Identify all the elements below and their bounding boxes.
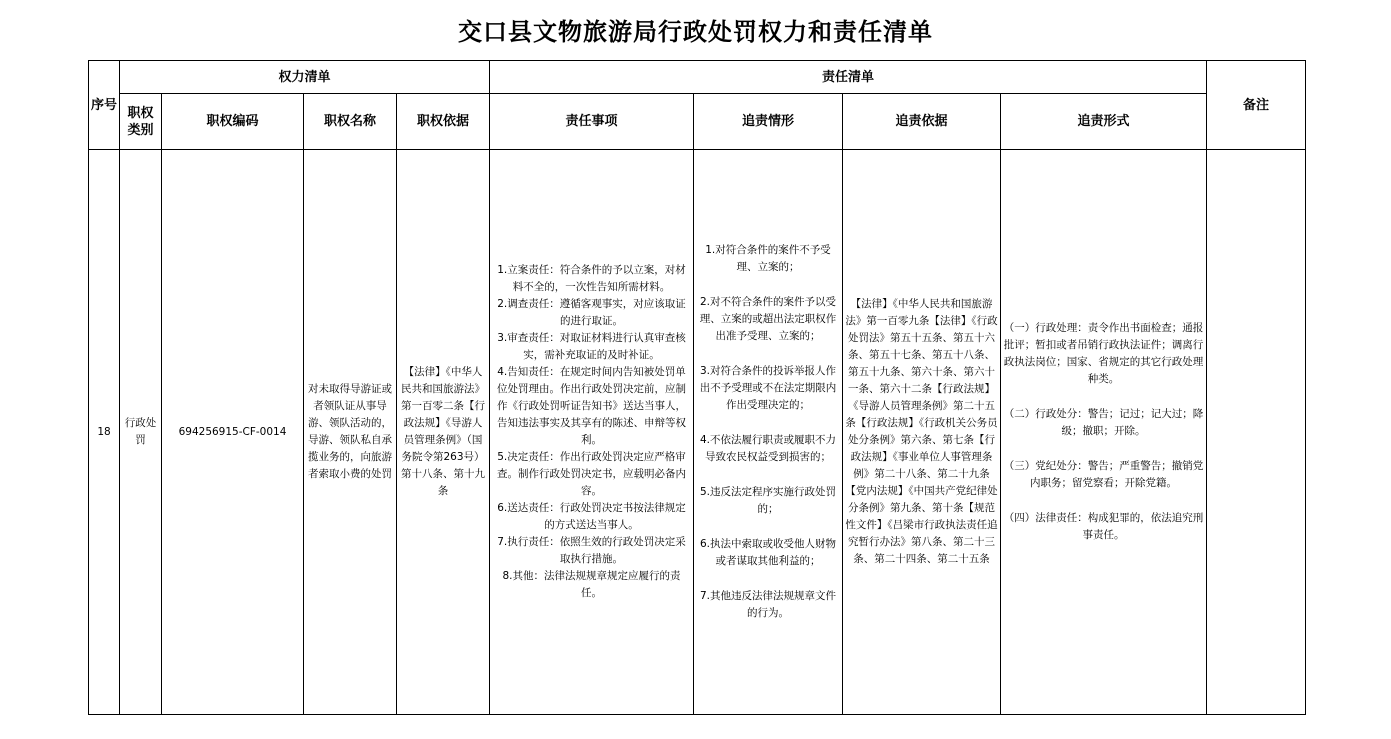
header-resp-items: 责任事项 (490, 94, 694, 150)
header-accountability-basis: 追责依据 (843, 94, 1001, 150)
accountability-case: 6.执法中索取或收受他人财物或者谋取其他利益的； (700, 538, 837, 567)
resp-item: 6.送达责任：行政处罚决定书按法律规定的方式送达当事人。 (497, 502, 686, 531)
accountability-case: 2.对不符合条件的案件予以受理、立案的或超出法定职权作出准予受理、立案的； (699, 296, 837, 342)
cell-power-code: 694256915-CF-0014 (162, 150, 304, 715)
accountability-case: 5.违反法定程序实施行政处罚的； (700, 486, 837, 515)
cell-accountability-cases (694, 150, 843, 715)
resp-item: 5.决定责任：作出行政处罚决定应严格审查。制作行政处罚决定书，应载明必备内容。 (497, 451, 687, 497)
resp-item: 4.告知责任：在规定时间内告知被处罚单位处罚理由。作出行政处罚决定前，应制作《行政处罚听证告知书》送达当事人，告知违法事实及其享有的陈述、申辩等权利。 (497, 366, 687, 446)
header-remarks: 备注 (1207, 61, 1306, 150)
cell-seq: 18 (89, 150, 120, 715)
cell-resp-items (490, 150, 694, 715)
cell-power-type: 行政处罚 (120, 150, 162, 715)
resp-item: 8.其他：法律法规规章规定应履行的责任。 (502, 570, 681, 599)
resp-item: 1.立案责任：符合条件的予以立案，对材料不全的，一次性告知所需材料。 (497, 264, 686, 293)
header-accountability-forms: 追责形式 (1001, 94, 1207, 150)
cell-accountability-basis: 【法律】《中华人民共和国旅游法》第一百零九条【法律】《行政处罚法》第五十五条、第五十六条、第五十七条、第五十八条、第五十九条、第六十条、第六十一条、第六十二条【行政法规】《导游人员管理条例》第二十五条【行政法规】《行政机关公务员处分条例》第六条、第七条【行政法规】《事业单位人事管理条例》第二十八条、第二十九条【党内法规】《中国共产党纪律处分条例》第九条、第十条【规范性文件】《吕梁市行政执法责任追究暂行办法》第八条、第二十三条、第二十四条、第二十五条 (843, 150, 1001, 715)
table-row (89, 150, 1306, 715)
header-power-code: 职权编码 (162, 94, 304, 150)
cell-accountability-forms (1001, 150, 1207, 715)
power-responsibility-table (88, 60, 1306, 715)
header-responsibility-list: 责任清单 (490, 61, 1207, 94)
accountability-form: （三）党纪处分：警告；严重警告；撤销党内职务；留党察看；开除党籍。 (1003, 460, 1204, 489)
cell-remarks (1207, 150, 1306, 715)
accountability-form: （一）行政处理：责令作出书面检查；通报批评；暂扣或者吊销行政执法证件；调离行政执法岗位；国家、省规定的其它行政处理种类。 (1003, 322, 1204, 385)
accountability-form: （二）行政处分：警告；记过；记大过；降级；撤职；开除。 (1003, 408, 1204, 437)
accountability-case: 1.对符合条件的案件不予受理、立案的； (705, 244, 831, 273)
resp-item: 7.执行责任：依照生效的行政处罚决定采取执行措施。 (497, 536, 686, 565)
header-power-list: 权力清单 (120, 61, 490, 94)
header-power-name: 职权名称 (304, 94, 397, 150)
header-row-group (89, 61, 1306, 94)
cell-power-name: 对未取得导游证或者领队证从事导游、领队活动的，导游、领队私自承揽业务的，向旅游者索取小费的处罚 (304, 150, 397, 715)
header-power-basis: 职权依据 (397, 94, 490, 150)
accountability-form: （四）法律责任：构成犯罪的，依法追究刑事责任。 (1003, 512, 1204, 541)
header-seq: 序号 (89, 61, 120, 150)
page-title: 交口县文物旅游局行政处罚权力和责任清单 (458, 17, 933, 46)
header-power-type: 职权类别 (120, 94, 162, 150)
header-accountability-cases: 追责情形 (694, 94, 843, 150)
accountability-case: 4.不依法履行职责或履职不力导致农民权益受到损害的； (700, 434, 837, 463)
accountability-case: 3.对符合条件的投诉举报人作出不予受理或不在法定期限内作出受理决定的； (699, 365, 837, 411)
resp-item: 2.调查责任：遵循客观事实，对应该取证的进行取证。 (497, 298, 686, 327)
resp-item: 3.审查责任：对取证材料进行认真审查核实，需补充取证的及时补证。 (497, 332, 686, 361)
header-row-columns (89, 94, 1306, 150)
accountability-case: 7.其他违反法律法规规章文件的行为。 (700, 590, 837, 619)
cell-power-basis: 【法律】《中华人民共和国旅游法》第一百零二条【行政法规】《导游人员管理条例》（国务院令第263号）第十八条、第十九条 (397, 150, 490, 715)
